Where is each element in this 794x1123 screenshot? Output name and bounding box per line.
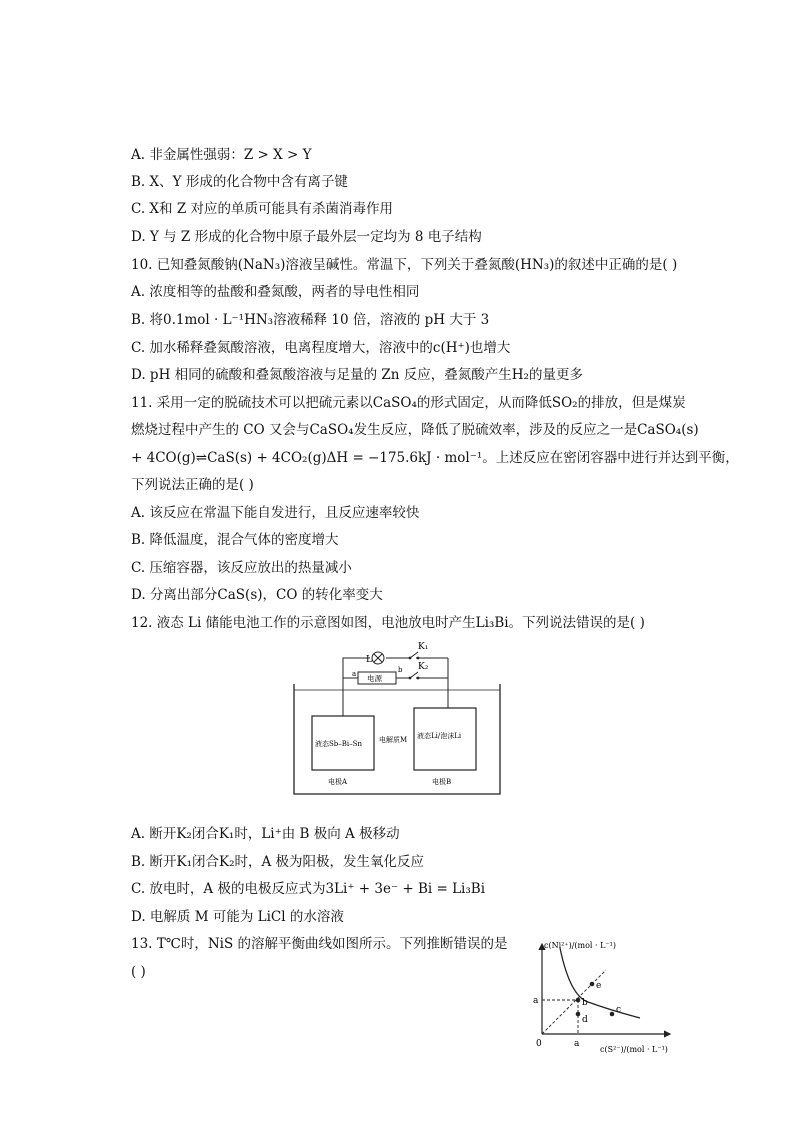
electrode-b-label: 电极B xyxy=(432,778,452,786)
wire-a-top xyxy=(343,658,370,716)
q9-option-d: D. Y 与 Z 形成的化合物中原子最外层一定均为 8 电子结构 xyxy=(131,229,482,245)
q9-option-c: C. X和 Z 对应的单质可能具有杀菌消毒作用 xyxy=(131,201,394,217)
q12-stem: 12. 液态 Li 储能电池工作的示意图如图，电池放电时产生Li₃Bi。下列说法错误的是( ) xyxy=(131,615,645,631)
label-k2: K₂ xyxy=(418,662,429,672)
battery-diagram xyxy=(288,638,508,800)
electrode-a-label: 电极A xyxy=(328,778,348,786)
label-lamp: L xyxy=(366,655,372,665)
q9-option-b: B. X、Y 形成的化合物中含有离子键 xyxy=(131,174,348,190)
q9-option-a: A. 非金属性强弱：Z > X > Y xyxy=(131,147,312,163)
x-axis-label: c(S²⁻)/(mol · L⁻¹) xyxy=(600,1045,668,1054)
q13-stem: 13. T℃时，NiS 的溶解平衡曲线如图所示。下列推断错误的是 xyxy=(131,936,508,952)
electrode-a-content: 液态Sb–Bi–Sn xyxy=(315,740,362,748)
electrolyte-label: 电解质M xyxy=(379,736,408,744)
q11-stem-line-3: + 4CO(g)⇌CaS(s) + 4CO₂(g)ΔH = −175.6kJ · mol⁻¹。上述反应在密闭容器中进行并达到平衡， xyxy=(131,450,739,466)
point-b xyxy=(576,998,581,1003)
q10-option-a: A. 浓度相等的盐酸和叠氮酸，两者的导电性相同 xyxy=(131,284,420,300)
label-k1: K₁ xyxy=(418,642,429,652)
q10-option-d: D. pH 相同的硫酸和叠氮酸溶液与足量的 Zn 反应，叠氮酸产生H₂的量更多 xyxy=(131,367,583,383)
q11-option-d: D. 分离出部分CaS(s)，CO 的转化率变大 xyxy=(131,587,383,603)
q12-option-a: A. 断开K₂闭合K₁时，Li⁺由 B 极向 A 极移动 xyxy=(131,826,400,842)
q12-option-d: D. 电解质 M 可能为 LiCl 的水溶液 xyxy=(131,909,344,925)
q12-option-c: C. 放电时，A 极的电极反应式为3Li⁺ + 3e⁻ + Bi = Li₃Bi xyxy=(131,881,486,897)
y-tick-a: a xyxy=(533,996,539,1006)
origin-label: 0 xyxy=(536,1039,542,1049)
point-c xyxy=(610,1012,615,1017)
y-axis-label: c(Ni²⁺)/(mol · L⁻¹) xyxy=(544,941,616,950)
label-point-b: b xyxy=(582,998,588,1008)
q12-option-b: B. 断开K₁闭合K₂时，A 极为阳极，发生氧化反应 xyxy=(131,854,425,870)
label-point-e: e xyxy=(596,981,602,991)
q11-option-c: C. 压缩容器，该反应放出的热量减小 xyxy=(131,560,352,576)
q11-stem-line-2: 燃烧过程中产生的 CO 又会与CaSO₄发生反应，降低了脱硫效率，涉及的反应之一是CaSO₄(s) xyxy=(131,422,699,438)
label-point-d: d xyxy=(582,1015,588,1025)
label-point-c: c xyxy=(616,1005,622,1015)
q10-option-c: C. 加水稀释叠氮酸溶液，电离程度增大，溶液中的c(H⁺)也增大 xyxy=(131,340,511,356)
q11-stem-line-4: 下列说法正确的是( ) xyxy=(131,477,254,493)
point-d xyxy=(576,1012,581,1017)
diagonal-line xyxy=(542,970,606,1034)
electrode-b-content: 液态Li/泡沫Li xyxy=(417,732,462,740)
q11-option-a: A. 该反应在常温下能自发进行，且反应速率较快 xyxy=(131,505,420,521)
solubility-graph xyxy=(530,938,696,1062)
q11-stem-line-1: 11. 采用一定的脱硫技术可以把硫元素以CaSO₄的形式固定，从而降低SO₂的排放，但是煤炭 xyxy=(131,395,686,411)
q10-stem: 10. 已知叠氮酸钠(NaN₃)溶液呈碱性。常温下，下列关于叠氮酸(HN₃)的叙述中正确的是( ) xyxy=(131,257,678,273)
switch-k2-icon xyxy=(410,672,418,678)
label-power: 电源 xyxy=(367,674,382,683)
label-a: a xyxy=(352,670,357,678)
x-tick-a: a xyxy=(574,1039,580,1049)
q11-option-b: B. 降低温度，混合气体的密度增大 xyxy=(131,532,339,548)
point-e xyxy=(590,982,595,987)
switch-k1-icon xyxy=(410,652,418,658)
q13-paren: ( ) xyxy=(131,964,146,980)
q10-option-b: B. 将0.1mol · L⁻¹HN₃溶液稀释 10 倍，溶液的 pH 大于 3 xyxy=(131,312,490,328)
label-b: b xyxy=(398,666,403,674)
